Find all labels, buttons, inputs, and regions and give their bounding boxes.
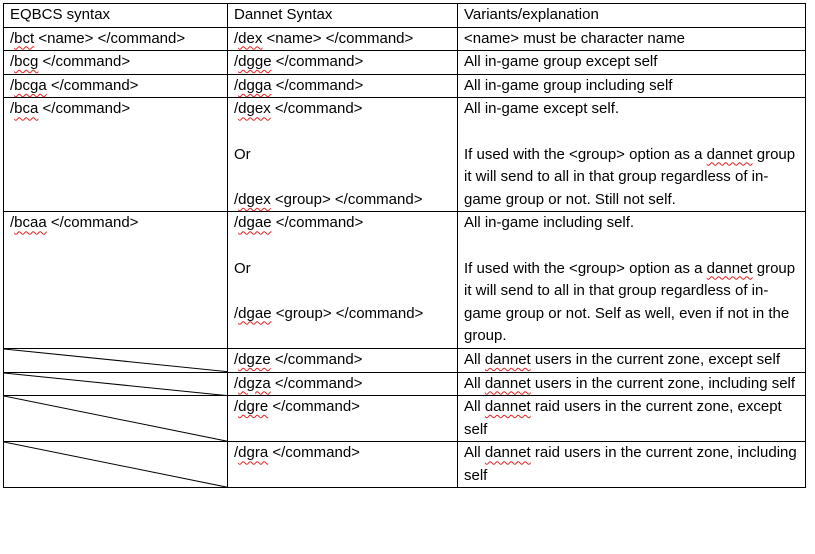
dannet-cell bbox=[228, 212, 458, 349]
explanation-part: If used with the <group> option as a bbox=[464, 259, 707, 277]
table-row bbox=[4, 396, 806, 442]
explanation-part: All bbox=[464, 350, 485, 368]
diagonal-line bbox=[4, 349, 227, 372]
eqbcs-command: bcaa bbox=[14, 214, 47, 232]
explanation-cell bbox=[458, 348, 806, 372]
table-row bbox=[4, 372, 806, 396]
table-row bbox=[4, 27, 806, 51]
dannet-line: /dgex <group> </command> bbox=[234, 190, 423, 208]
dannet-args: </command> bbox=[268, 444, 360, 462]
explanation-part: If used with the <group> option as a bbox=[464, 145, 707, 163]
table-row bbox=[4, 442, 806, 488]
explanation-part: users in the current zone, except self bbox=[530, 350, 781, 368]
explanation-cell: All in-game group except self bbox=[458, 51, 806, 75]
dannet-args: </command> bbox=[270, 350, 363, 368]
syntax-table bbox=[3, 3, 806, 488]
dannet-cell: /dgge </command> bbox=[228, 51, 458, 75]
dannet-command: dex bbox=[238, 29, 263, 47]
explanation-cell bbox=[458, 98, 806, 212]
table-row bbox=[4, 348, 806, 372]
eqbcs-cell: /bcg </command> bbox=[4, 51, 228, 75]
eqbcs-command: bct bbox=[14, 29, 35, 47]
dannet-cell: /dgra </command> bbox=[228, 442, 458, 488]
eqbcs-cell: /bcaa </command> bbox=[4, 212, 228, 349]
spacer bbox=[234, 235, 451, 258]
spacer bbox=[234, 121, 451, 144]
explanation-part: dannet bbox=[706, 145, 753, 163]
dannet-command: dgge bbox=[238, 53, 272, 71]
dannet-args: </command> bbox=[270, 374, 363, 392]
table-row bbox=[4, 212, 806, 349]
dannet-command: dgex bbox=[238, 190, 271, 208]
dannet-cell bbox=[228, 98, 458, 212]
dannet-command: dgre bbox=[238, 398, 269, 416]
dannet-args: <name> </command> bbox=[262, 29, 414, 47]
explanation-part: group it will send to all in that group regardless of in-game group or not. Self as well, even if not in the group. bbox=[464, 259, 796, 345]
eqbcs-command: bcg bbox=[14, 53, 39, 71]
header-dannet: Dannet Syntax bbox=[228, 4, 458, 28]
eqbcs-args: <name> </command> bbox=[34, 29, 186, 47]
or-text: Or bbox=[234, 145, 251, 163]
dannet-command: dgga bbox=[238, 76, 272, 94]
explanation-cell bbox=[458, 396, 806, 442]
eqbcs-cell: /bct <name> </command> bbox=[4, 27, 228, 51]
explanation-cell bbox=[458, 442, 806, 488]
explanation-part: raid users in the current zone, including self bbox=[464, 444, 797, 484]
explanation-text bbox=[464, 144, 799, 212]
explanation-cell bbox=[458, 212, 806, 349]
eqbcs-args: </command> bbox=[46, 214, 139, 232]
table-row bbox=[4, 51, 806, 75]
dannet-cell: /dex <name> </command> bbox=[228, 27, 458, 51]
dannet-args: </command> bbox=[270, 100, 363, 118]
dannet-args: </command> bbox=[268, 398, 360, 416]
eqbcs-args: </command> bbox=[38, 100, 131, 118]
eqbcs-cell: /bca </command> bbox=[4, 98, 228, 212]
explanation-part: dannet bbox=[706, 259, 753, 277]
dannet-line: /dgex </command> bbox=[234, 100, 363, 118]
eqbcs-command: bcga bbox=[14, 76, 47, 94]
spacer bbox=[464, 235, 799, 258]
empty-cell bbox=[4, 372, 228, 396]
explanation-text bbox=[464, 258, 799, 348]
header-row bbox=[4, 4, 806, 28]
dannet-command: dgza bbox=[238, 374, 271, 392]
eqbcs-args: </command> bbox=[38, 53, 131, 71]
dannet-command: dgae bbox=[238, 214, 272, 232]
or-text: Or bbox=[234, 259, 251, 277]
header-eqbcs: EQBCS syntax bbox=[4, 4, 228, 28]
explanation-cell: All in-game group including self bbox=[458, 74, 806, 98]
table-row bbox=[4, 98, 806, 212]
explanation-text: All in-game except self. bbox=[464, 100, 620, 118]
dannet-cell: /dgre </command> bbox=[228, 396, 458, 442]
dannet-cell: /dgza </command> bbox=[228, 372, 458, 396]
dannet-cell: /dgga </command> bbox=[228, 74, 458, 98]
explanation-part: All bbox=[464, 374, 485, 392]
explanation-text: All in-game including self. bbox=[464, 214, 635, 232]
dannet-line: /dgae </command> bbox=[234, 214, 364, 232]
dannet-cell: /dgze </command> bbox=[228, 348, 458, 372]
spacer bbox=[464, 121, 799, 144]
dannet-args: </command> bbox=[271, 76, 364, 94]
explanation-cell bbox=[458, 372, 806, 396]
table-row bbox=[4, 74, 806, 98]
eqbcs-command: bca bbox=[14, 100, 39, 118]
eqbcs-args: </command> bbox=[46, 76, 139, 94]
eqbcs-cell: /bcga </command> bbox=[4, 74, 228, 98]
dannet-command: dgra bbox=[238, 444, 269, 462]
explanation-part: raid users in the current zone, except self bbox=[464, 398, 782, 438]
diagonal-line bbox=[4, 442, 227, 487]
explanation-part: dannet bbox=[484, 444, 531, 462]
dannet-command: dgze bbox=[238, 350, 271, 368]
explanation-cell: <name> must be character name bbox=[458, 27, 806, 51]
dannet-args: <group> </command> bbox=[270, 190, 423, 208]
explanation-part: dannet bbox=[484, 374, 531, 392]
dannet-args: </command> bbox=[271, 53, 364, 71]
empty-cell bbox=[4, 396, 228, 442]
dannet-command: dgae bbox=[238, 304, 272, 322]
empty-cell bbox=[4, 442, 228, 488]
dannet-line: /dgae <group> </command> bbox=[234, 304, 424, 322]
dannet-args: <group> </command> bbox=[271, 304, 424, 322]
explanation-part: All bbox=[464, 398, 485, 416]
explanation-part: dannet bbox=[484, 350, 531, 368]
spacer bbox=[234, 280, 451, 303]
diagonal-line bbox=[4, 373, 227, 396]
diagonal-line bbox=[4, 396, 227, 441]
empty-cell bbox=[4, 348, 228, 372]
explanation-part: dannet bbox=[484, 398, 531, 416]
explanation-part: group it will send to all in that group regardless of in-game group or not. Still not self. bbox=[464, 145, 796, 208]
explanation-part: All bbox=[464, 444, 485, 462]
spacer bbox=[234, 166, 451, 189]
dannet-command: dgex bbox=[238, 100, 271, 118]
explanation-part: users in the current zone, including self bbox=[530, 374, 796, 392]
header-variants: Variants/explanation bbox=[458, 4, 806, 28]
dannet-args: </command> bbox=[271, 214, 364, 232]
